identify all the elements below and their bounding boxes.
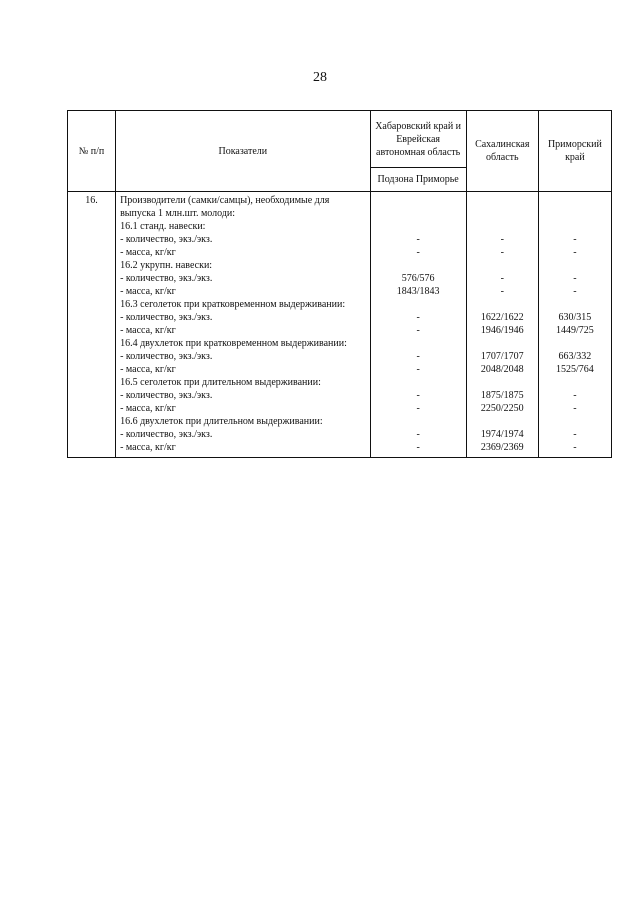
sakhalin-value: 2369/2369 — [480, 442, 524, 453]
row-number: 16. — [68, 192, 116, 458]
khabarovsk-value — [371, 376, 466, 389]
indicator-line: - количество, экз./экз. — [120, 234, 213, 245]
sakhalin-value: 1946/1946 — [480, 325, 524, 336]
data-table — [67, 110, 612, 458]
sakhalin-value — [467, 337, 538, 350]
header-khabarovsk: Хабаровский край и Еврейская автономная область — [370, 111, 466, 168]
khabarovsk-column — [370, 192, 466, 458]
primorsky-value: - — [573, 403, 577, 414]
primorsky-value — [539, 220, 611, 233]
primorsky-value: - — [573, 234, 577, 245]
khabarovsk-value: - — [416, 403, 420, 414]
primorsky-value: - — [573, 429, 577, 440]
khabarovsk-value: 1843/1843 — [396, 286, 440, 297]
primorsky-column — [538, 192, 611, 458]
sakhalin-value — [467, 194, 538, 207]
khabarovsk-value — [371, 220, 466, 233]
primorsky-value: 1449/725 — [556, 325, 594, 336]
indicator-line: - количество, экз./экз. — [120, 312, 213, 323]
primorsky-value: 1525/764 — [556, 364, 594, 375]
indicator-line: - масса, кг/кг — [120, 364, 176, 375]
sakhalin-value — [467, 220, 538, 233]
indicator-line: 16.4 двухлеток при кратковременном выдерживании: — [120, 338, 347, 349]
khabarovsk-value — [371, 207, 466, 220]
primorsky-value — [539, 259, 611, 272]
table-row — [68, 192, 612, 458]
khabarovsk-value: - — [416, 351, 420, 362]
primorsky-value — [539, 337, 611, 350]
primorsky-value: - — [573, 273, 577, 284]
header-sakhalin: Сахалинская область — [466, 111, 538, 192]
indicators-column — [116, 192, 370, 458]
indicator-line: - масса, кг/кг — [120, 403, 176, 414]
sakhalin-value — [467, 207, 538, 220]
primorsky-value: - — [573, 247, 577, 258]
khabarovsk-value — [371, 194, 466, 207]
sakhalin-value — [467, 298, 538, 311]
primorsky-value — [539, 194, 611, 207]
sakhalin-value: 2048/2048 — [480, 364, 524, 375]
indicator-line: - количество, экз./экз. — [120, 429, 213, 440]
primorsky-value — [539, 207, 611, 220]
indicator-line: - масса, кг/кг — [120, 247, 176, 258]
header-primorsky: Приморский край — [538, 111, 611, 192]
header-khabarovsk-subzone: Подзона Приморье — [370, 168, 466, 192]
sakhalin-value: 1707/1707 — [480, 351, 524, 362]
indicator-line: - количество, экз./экз. — [120, 351, 213, 362]
indicator-line: - масса, кг/кг — [120, 442, 176, 453]
indicator-line: - количество, экз./экз. — [120, 273, 213, 284]
indicator-line: выпуска 1 млн.шт. молоди: — [120, 208, 236, 219]
khabarovsk-value: 576/576 — [401, 273, 435, 284]
indicator-line: - масса, кг/кг — [120, 286, 176, 297]
sakhalin-value: - — [500, 247, 504, 258]
sakhalin-value: - — [500, 234, 504, 245]
primorsky-value: - — [573, 390, 577, 401]
indicator-line: - количество, экз./экз. — [120, 390, 213, 401]
primorsky-value — [539, 376, 611, 389]
sakhalin-value — [467, 415, 538, 428]
khabarovsk-value: - — [416, 364, 420, 375]
sakhalin-value: 1974/1974 — [480, 429, 524, 440]
sakhalin-column — [466, 192, 538, 458]
indicator-line: - масса, кг/кг — [120, 325, 176, 336]
primorsky-value: - — [573, 442, 577, 453]
indicator-line: 16.1 станд. навески: — [120, 221, 206, 232]
indicator-line: 16.3 сеголеток при кратковременном выдерживании: — [120, 299, 346, 310]
primorsky-value — [539, 298, 611, 311]
sakhalin-value: 1875/1875 — [480, 390, 524, 401]
khabarovsk-value — [371, 259, 466, 272]
khabarovsk-value: - — [416, 390, 420, 401]
khabarovsk-value — [371, 298, 466, 311]
khabarovsk-value: - — [416, 429, 420, 440]
header-indicators: Показатели — [116, 111, 370, 192]
khabarovsk-value: - — [416, 312, 420, 323]
primorsky-value: 630/315 — [558, 312, 592, 323]
sakhalin-value: 1622/1622 — [480, 312, 524, 323]
khabarovsk-value: - — [416, 442, 420, 453]
sakhalin-value: - — [500, 273, 504, 284]
indicator-line: 16.5 сеголеток при длительном выдерживании: — [120, 377, 321, 388]
primorsky-value: 663/332 — [558, 351, 592, 362]
indicator-line: 16.6 двухлеток при длительном выдерживании: — [120, 416, 323, 427]
khabarovsk-value — [371, 415, 466, 428]
primorsky-value — [539, 415, 611, 428]
sakhalin-value — [467, 259, 538, 272]
khabarovsk-value: - — [416, 234, 420, 245]
primorsky-value: - — [573, 286, 577, 297]
page-number: 28 — [313, 70, 327, 85]
indicator-line: Производители (самки/самцы), необходимые для — [120, 195, 330, 206]
header-num: № п/п — [68, 111, 116, 192]
khabarovsk-value — [371, 337, 466, 350]
sakhalin-value: - — [500, 286, 504, 297]
khabarovsk-value: - — [416, 247, 420, 258]
sakhalin-value — [467, 376, 538, 389]
khabarovsk-value: - — [416, 325, 420, 336]
indicator-line: 16.2 укрупн. навески: — [120, 260, 213, 271]
sakhalin-value: 2250/2250 — [480, 403, 524, 414]
